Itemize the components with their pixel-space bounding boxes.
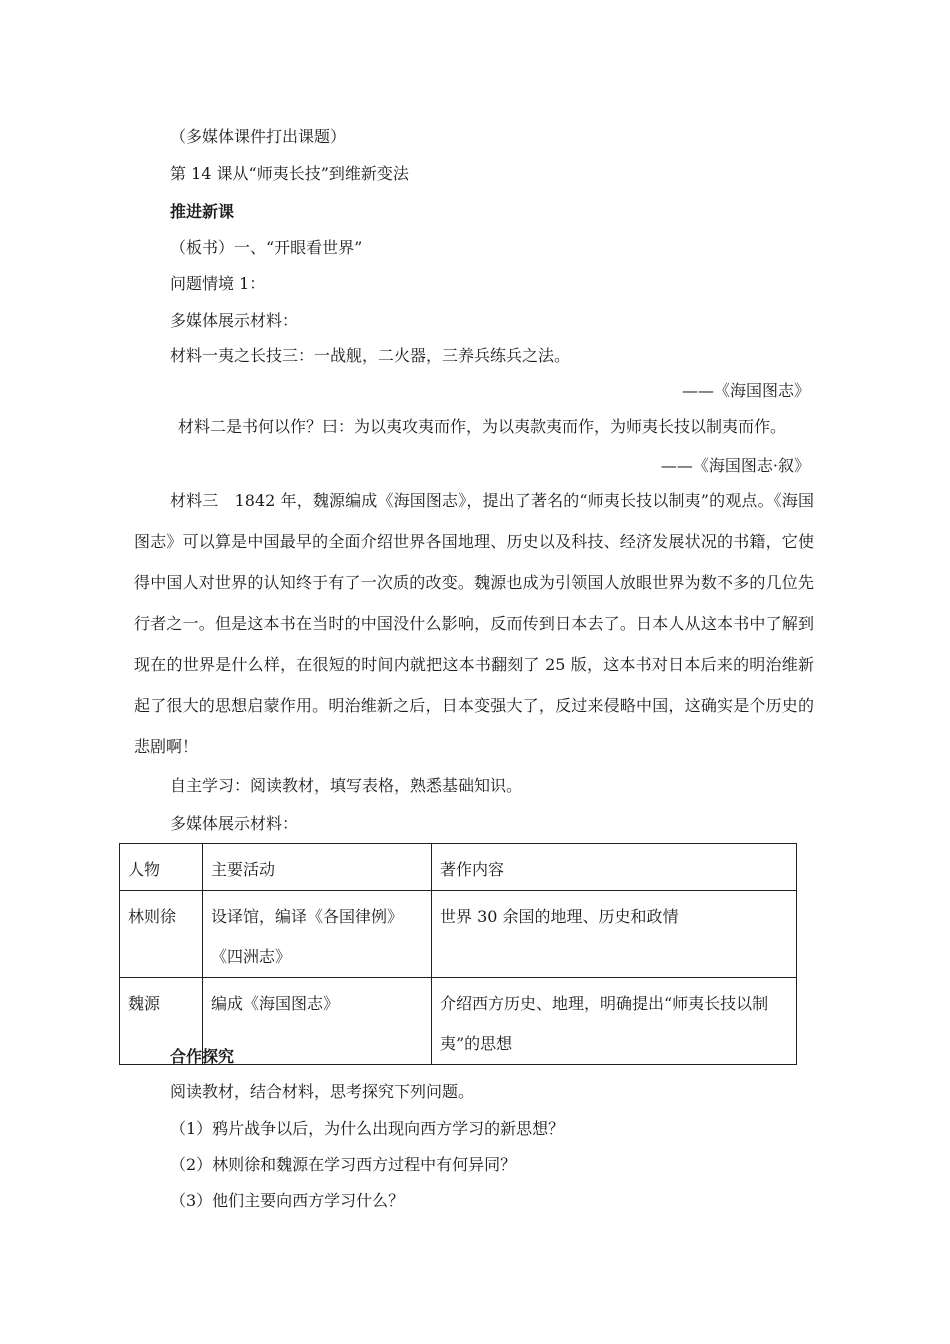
section-heading-new-lesson: 推进新课: [170, 202, 235, 221]
table-cell: 魏源: [120, 978, 203, 1065]
citation-two: ——《海国图志·叙》: [660, 456, 810, 475]
material-one: 材料一夷之长技三：一战舰，二火器，三养兵练兵之法。: [170, 346, 571, 365]
table-header-row: [120, 844, 797, 891]
material-two: 材料二是书何以作？曰：为以夷攻夷而作，为以夷款夷而作，为师夷长技以制夷而作。: [178, 417, 787, 436]
table-header-cell: 人物: [120, 844, 203, 891]
table-header-cell: 主要活动: [203, 844, 432, 891]
question-1: （1）鸦片战争以后，为什么出现向西方学习的新思想？: [170, 1119, 565, 1138]
multimedia-note-2: 多媒体展示材料：: [170, 814, 299, 833]
courseware-note: （多媒体课件打出课题）: [170, 127, 347, 146]
section-heading-cooperation: 合作探究: [170, 1047, 235, 1066]
instruction-line: 阅读教材，结合材料，思考探究下列问题。: [170, 1082, 475, 1101]
question-3: （3）他们主要向西方学习什么？: [170, 1191, 405, 1210]
board-heading: （板书）一、“开眼看世界”: [170, 238, 363, 257]
figures-table: [119, 843, 797, 1065]
table-cell: 世界 30 余国的地理、历史和政情: [432, 891, 797, 978]
table-cell: 介绍西方历史、地理，明确提出“师夷长技以制夷”的思想: [432, 978, 797, 1065]
material-three-paragraph: 材料三 1842 年，魏源编成《海国图志》，提出了著名的“师夷长技以制夷”的观点。《海国图志》可以算是中国最早的全面介绍世界各国地理、历史以及科技、经济发展状况的书籍，它使得中国人对世界的认知终于有了一次质的改变。魏源也成为引领国人放眼世界为数不多的几位先行者之一。但是这本书在当时的中国没什么影响，反而传到日本去了。日本人从这本书中了解到现在的世界是什么样，在很短的时间内就把这本书翻刻了 25 版，这本书对日本后来的明治维新起了很大的思想启蒙作用。明治维新之后，日本变强大了，反过来侵略中国，这确实是个历史的悲剧啊！: [134, 491, 814, 756]
lesson-title: 第 14 课从“师夷长技”到维新变法: [170, 164, 409, 183]
table-cell: 林则徐: [120, 891, 203, 978]
self-study-note: 自主学习：阅读教材，填写表格，熟悉基础知识。: [170, 776, 523, 795]
problem-scenario: 问题情境 1：: [170, 274, 266, 293]
multimedia-note: 多媒体展示材料：: [170, 311, 299, 330]
table-cell: 设译馆，编译《各国律例》《四洲志》: [203, 891, 432, 978]
table-row: [120, 891, 797, 978]
question-2: （2）林则徐和魏源在学习西方过程中有何异同？: [170, 1155, 517, 1174]
table-cell: 编成《海国图志》: [203, 978, 432, 1065]
citation-one: ——《海国图志》: [681, 381, 810, 400]
table-header-cell: 著作内容: [432, 844, 797, 891]
